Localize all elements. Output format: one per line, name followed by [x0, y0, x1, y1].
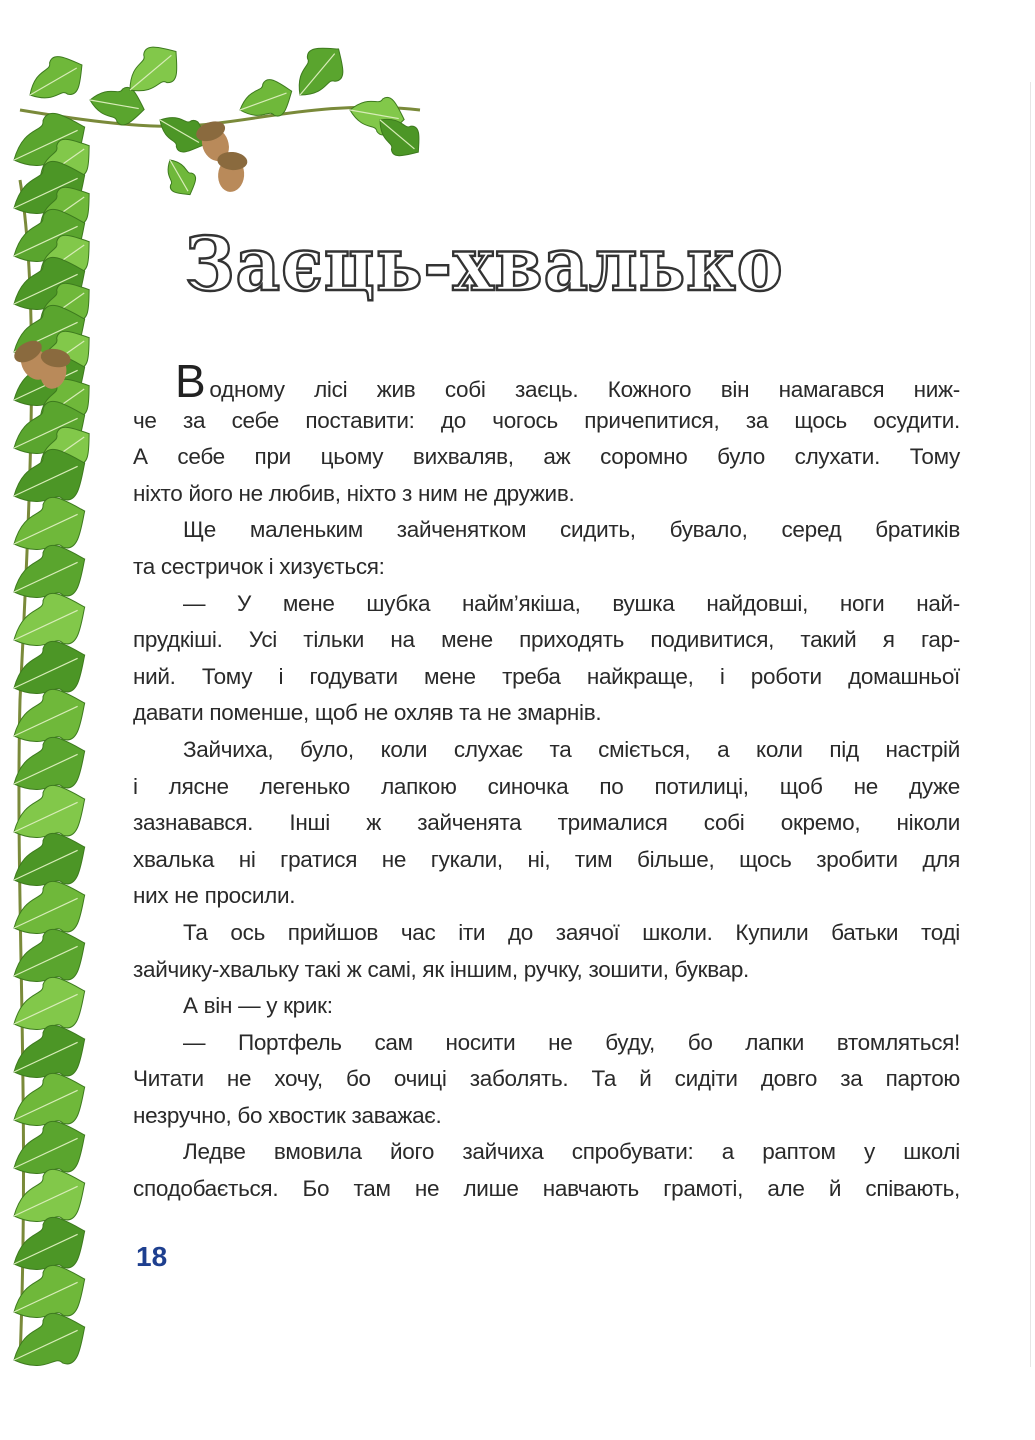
text-line-content: і лясне легенько лапкою синочка по потилиці, щоб не дуже — [133, 773, 960, 799]
text-line — [133, 1134, 960, 1171]
text-line-content: них не просили. — [133, 883, 296, 909]
text-line-content: Зайчиха, було, коли слухає та сміється, а коли під настрій — [183, 736, 960, 762]
text-line-content: сподобається. Бо там не лише навчають грамоті, але й співають, — [133, 1176, 960, 1202]
text-line-content: — У мене шубка найм’якіша, вушка найдовші, ноги най- — [183, 590, 960, 616]
text-line — [133, 805, 960, 842]
text-line — [133, 695, 960, 732]
text-line-content: ний. Тому і годувати мене треба найкраще, і роботи домашньої — [133, 663, 960, 689]
story-text — [133, 355, 960, 1208]
text-line-content: давати поменше, щоб не охляв та не змарнів. — [133, 700, 602, 726]
text-line — [133, 769, 960, 806]
text-line-content: зайчику-хвальку такі ж самі, як іншим, ручку, зошити, буквар. — [133, 956, 749, 982]
text-line-content: че за себе поставити: до чогось причепитися, за щось осудити. — [133, 407, 960, 433]
text-line — [133, 403, 960, 440]
text-line-content: А себе при цьому вихваляв, аж соромно було слухати. Тому — [133, 444, 960, 470]
text-line — [133, 476, 960, 513]
text-line — [133, 842, 960, 879]
text-line-content: — Портфель сам носити не буду, бо лапки втомляться! — [183, 1029, 960, 1055]
text-line — [133, 659, 960, 696]
text-line-content: та сестричок і хизується: — [133, 553, 385, 579]
text-line-content: Читати не хочу, бо очиці заболять. Та й сидіти довго за партою — [133, 1066, 960, 1092]
text-line — [133, 952, 960, 989]
text-line — [133, 732, 960, 769]
text-line-content: А він — у крик: — [183, 993, 333, 1019]
text-line-content: Та ось прийшов час іти до заячої школи. Купили батьки тоді — [183, 919, 960, 945]
text-line — [133, 439, 960, 476]
text-line — [133, 512, 960, 549]
drop-cap: В — [175, 355, 206, 407]
text-line — [133, 586, 960, 623]
text-line-content: Ледве вмовила його зайчиха спробувати: а раптом у школі — [183, 1139, 960, 1165]
text-line-content: незручно, бо хвостик заважає. — [133, 1102, 442, 1128]
text-line-content: хвалька ні гратися не гукали, ні, тим більше, щось зробити для — [133, 846, 960, 872]
story-title: Заєць-хвалько — [185, 222, 784, 308]
text-line — [133, 622, 960, 659]
text-line — [133, 1025, 960, 1062]
text-line-content: ніхто його не любив, ніхто з ним не дружив. — [133, 480, 575, 506]
text-line-content: зазнавався. Інші ж зайченята трималися собі окремо, ніколи — [133, 810, 960, 836]
text-line — [133, 1098, 960, 1135]
text-line-content: прудкіші. Усі тільки на мене приходять подивитися, такий я гар- — [133, 627, 960, 653]
text-line — [133, 1061, 960, 1098]
text-line — [133, 1171, 960, 1208]
text-line — [133, 355, 960, 407]
page-number: 18 — [136, 1241, 168, 1272]
text-line — [133, 549, 960, 586]
text-line-content: одному лісі жив собі заєць. Кожного він намагався ниж- — [209, 377, 960, 402]
text-line — [133, 915, 960, 952]
text-line — [133, 988, 960, 1025]
text-line — [133, 878, 960, 915]
text-line-content: Ще маленьким зайченятком сидить, бувало, серед братиків — [183, 517, 960, 543]
